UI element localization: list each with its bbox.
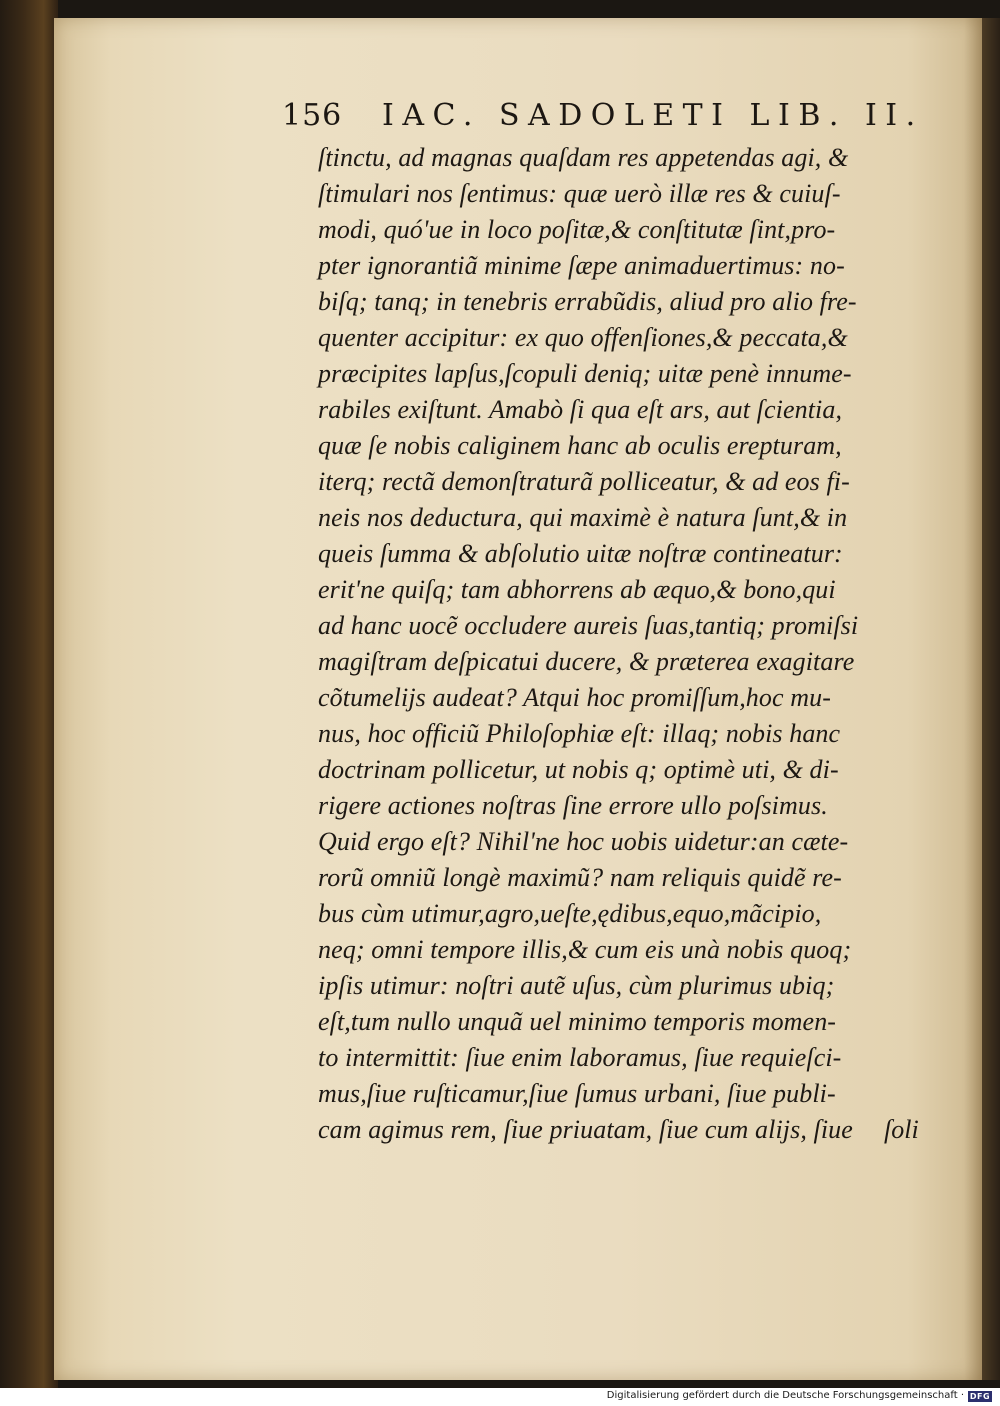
running-head-title: IAC. SADOLETI LIB. II. (382, 98, 924, 133)
text-line: ad hanc uocẽ occludere aureis ſuas,tantiq; promiſsi (318, 611, 859, 640)
text-line: nus, hoc officiũ Philoſophiæ eſt: illaq; nobis hanc (318, 719, 841, 748)
text-line: doctrinam pollicetur, ut nobis q; optimè uti, & di- (318, 755, 839, 784)
text-line: mus,ſiue ruſticamur,ſiue ſumus urbani, ſiue publi- (318, 1079, 836, 1108)
text-line: præcipites lapſus,ſcopuli deniq; uitæ penè innume- (318, 359, 852, 388)
running-head (282, 98, 922, 138)
text-line: rigere actiones noſtras ſine errore ullo poſsimus. (318, 791, 828, 820)
text-line: bus cùm utimur,agro,ueſte,ędibus,equo,mãcipio, (318, 899, 822, 928)
text-line: biſq; tanq; in tenebris errabũdis, aliud pro alio fre- (318, 287, 857, 316)
text-line: Quid ergo eſt? Nihil'ne hoc uobis uidetur:an cæte- (318, 827, 849, 856)
text-line: rorũ omniũ longè maximũ? nam reliquis quidẽ re- (318, 863, 842, 892)
text-line: magiſtram deſpicatui ducere, & præterea exagitare (318, 647, 855, 676)
text-line: to intermittit: ſiue enim laboramus, ſiue requieſci- (318, 1043, 842, 1072)
text-line: ipſis utimur: noſtri autẽ uſus, cùm plurimus ubiq; (318, 971, 835, 1000)
page-fore-edge (982, 18, 1000, 1380)
text-line: ſtimulari nos ſentimus: quæ uerò illæ res & cuiuſ- (318, 179, 841, 208)
text-line: quæ ſe nobis caliginem hanc ab oculis erepturam, (318, 431, 842, 460)
funding-credit: Digitalisierung gefördert durch die Deutsche Forschungsgemeinschaft · (606, 1390, 964, 1401)
text-line: erit'ne quiſq; tam abhorrens ab æquo,& bono,qui (318, 575, 836, 604)
text-line: quenter accipitur: ex quo offenſiones,& peccata,& (318, 323, 848, 352)
catchword: ſoli (884, 1115, 919, 1144)
binding-edge (0, 0, 58, 1388)
digitization-footer (0, 1388, 1000, 1406)
dfg-logo: DFG (969, 1392, 991, 1401)
text-line: neis nos deductura, qui maximè è natura ſunt,& in (318, 503, 848, 532)
page-number: 156 (282, 98, 343, 133)
text-line: queis ſumma & abſolutio uitæ noſtræ contineatur: (318, 539, 843, 568)
body-text (318, 140, 948, 1148)
text-line: cõtumelijs audeat? Atqui hoc promiſſum,hoc mu- (318, 683, 831, 712)
text-line: iterq; rectã demonſtraturã polliceatur, & ad eos fi- (318, 467, 850, 496)
text-line: neq; omni tempore illis,& cum eis unà nobis quoq; (318, 935, 852, 964)
page-shadow (964, 18, 982, 1380)
text-line: pter ignorantiã minime ſæpe animaduertimus: no- (318, 251, 845, 280)
text-line: cam agimus rem, ſiue priuatam, ſiue cum alijs, ſiue (318, 1115, 853, 1144)
text-line: modi, quó'ue in loco poſitæ,& conſtitutæ ſint,pro- (318, 215, 836, 244)
text-line: ſtinctu, ad magnas quaſdam res appetendas agi, & (318, 143, 849, 172)
text-line: eſt,tum nullo unquã uel minimo temporis momen- (318, 1007, 837, 1036)
text-line: rabiles exiſtunt. Amabò ſi qua eſt ars, aut ſcientia, (318, 395, 843, 424)
